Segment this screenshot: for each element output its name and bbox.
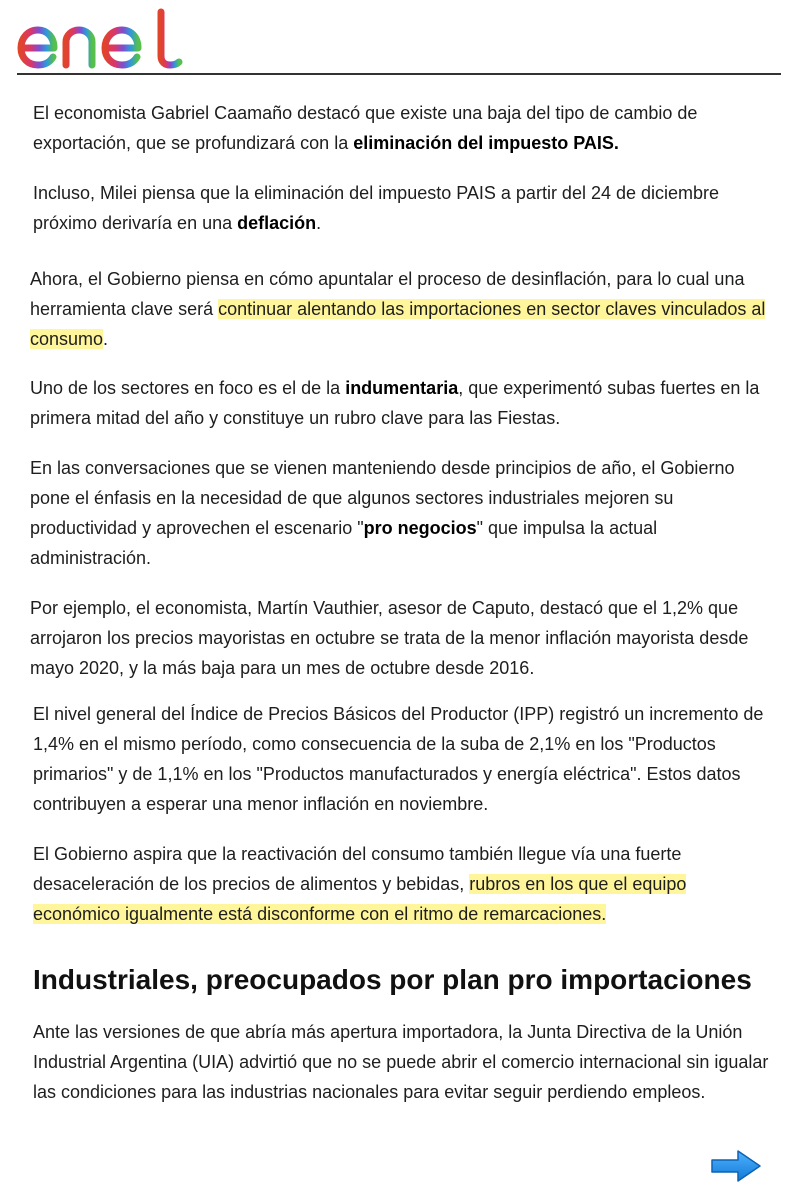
paragraph-3 [30, 264, 770, 354]
enel-logo[interactable] [16, 6, 186, 72]
paragraph-text: El economista Gabriel Caamaño destacó que existe una baja del tipo de cambio de exportación, que se profundizará con la [33, 103, 698, 153]
paragraph-text: Incluso, Milei piensa que la eliminación del impuesto PAIS a partir del 24 de diciembre próximo derivaría en una [33, 183, 720, 233]
paragraph-text: El Gobierno aspira que la reactivación del consumo también llegue vía una fuerte desaceleración de los precios de alimentos y bebidas, [33, 844, 682, 894]
highlighted-text: rubros en los que el equipo económico igualmente está disconforme con el ritmo de remarcaciones. [33, 874, 687, 924]
paragraph-1 [33, 98, 773, 158]
site-header [0, 0, 800, 76]
paragraph-6 [30, 593, 770, 683]
paragraph-8 [33, 839, 773, 929]
highlighted-text: continuar alentando las importaciones en sector claves vinculados al consumo [30, 299, 766, 349]
paragraph-text: Uno de los sectores en foco es el de la [30, 378, 346, 398]
bold-text: eliminación del impuesto PAIS. [353, 133, 619, 153]
paragraph-5 [30, 453, 770, 573]
paragraph-text: . [103, 329, 109, 349]
paragraph-7 [33, 699, 773, 819]
next-page-button[interactable] [708, 1148, 764, 1184]
paragraph-text: . [316, 213, 322, 233]
paragraph-2 [33, 178, 773, 238]
header-divider [17, 73, 781, 75]
bold-text: pro negocios [363, 518, 477, 538]
paragraph-text: " que impulsa la actual administración. [30, 518, 658, 568]
paragraph-text: En las conversaciones que se vienen manteniendo desde principios de año, el Gobierno pone el énfasis en la necesidad de que algunos sectores industriales mejoren su productividad y aprovechen el escenario " [30, 458, 735, 538]
paragraph-text: , que experimentó subas fuertes en la primera mitad del año y constituye un rubro clave para las Fiestas. [30, 378, 760, 428]
paragraph-text: Ahora, el Gobierno piensa en cómo apuntalar el proceso de desinflación, para lo cual una herramienta clave será [30, 269, 745, 319]
arrow-right-icon [708, 1148, 764, 1184]
paragraph-4 [30, 373, 770, 433]
section-heading: Industriales, preocupados por plan pro importaciones [33, 964, 752, 995]
paragraph-text: El nivel general del Índice de Precios Básicos del Productor (IPP) registró un incremento de 1,4% en el mismo período, como consecuencia de la suba de 2,1% en los "Productos primarios" y de 1,1% en los "Productos manufacturados y energía eléctrica". Estos datos contribuyen a esperar una menor inflación en noviembre. [33, 704, 764, 814]
section-paragraph-1 [33, 1017, 773, 1107]
paragraph-text: Por ejemplo, el economista, Martín Vauthier, asesor de Caputo, destacó que el 1,2% que arrojaron los precios mayoristas en octubre se trata de la menor inflación mayorista desde mayo 2020, y la más baja para un mes de octubre desde 2016. [30, 598, 749, 678]
bold-text: indumentaria [345, 378, 459, 398]
bold-text: deflación [237, 213, 317, 233]
paragraph-text: Ante las versiones de que abría más apertura importadora, la Junta Directiva de la Unión Industrial Argentina (UIA) advirtió que no se puede abrir el comercio internacional sin igualar las condiciones para las industrias nacionales para evitar seguir perdiendo empleos. [33, 1022, 769, 1102]
